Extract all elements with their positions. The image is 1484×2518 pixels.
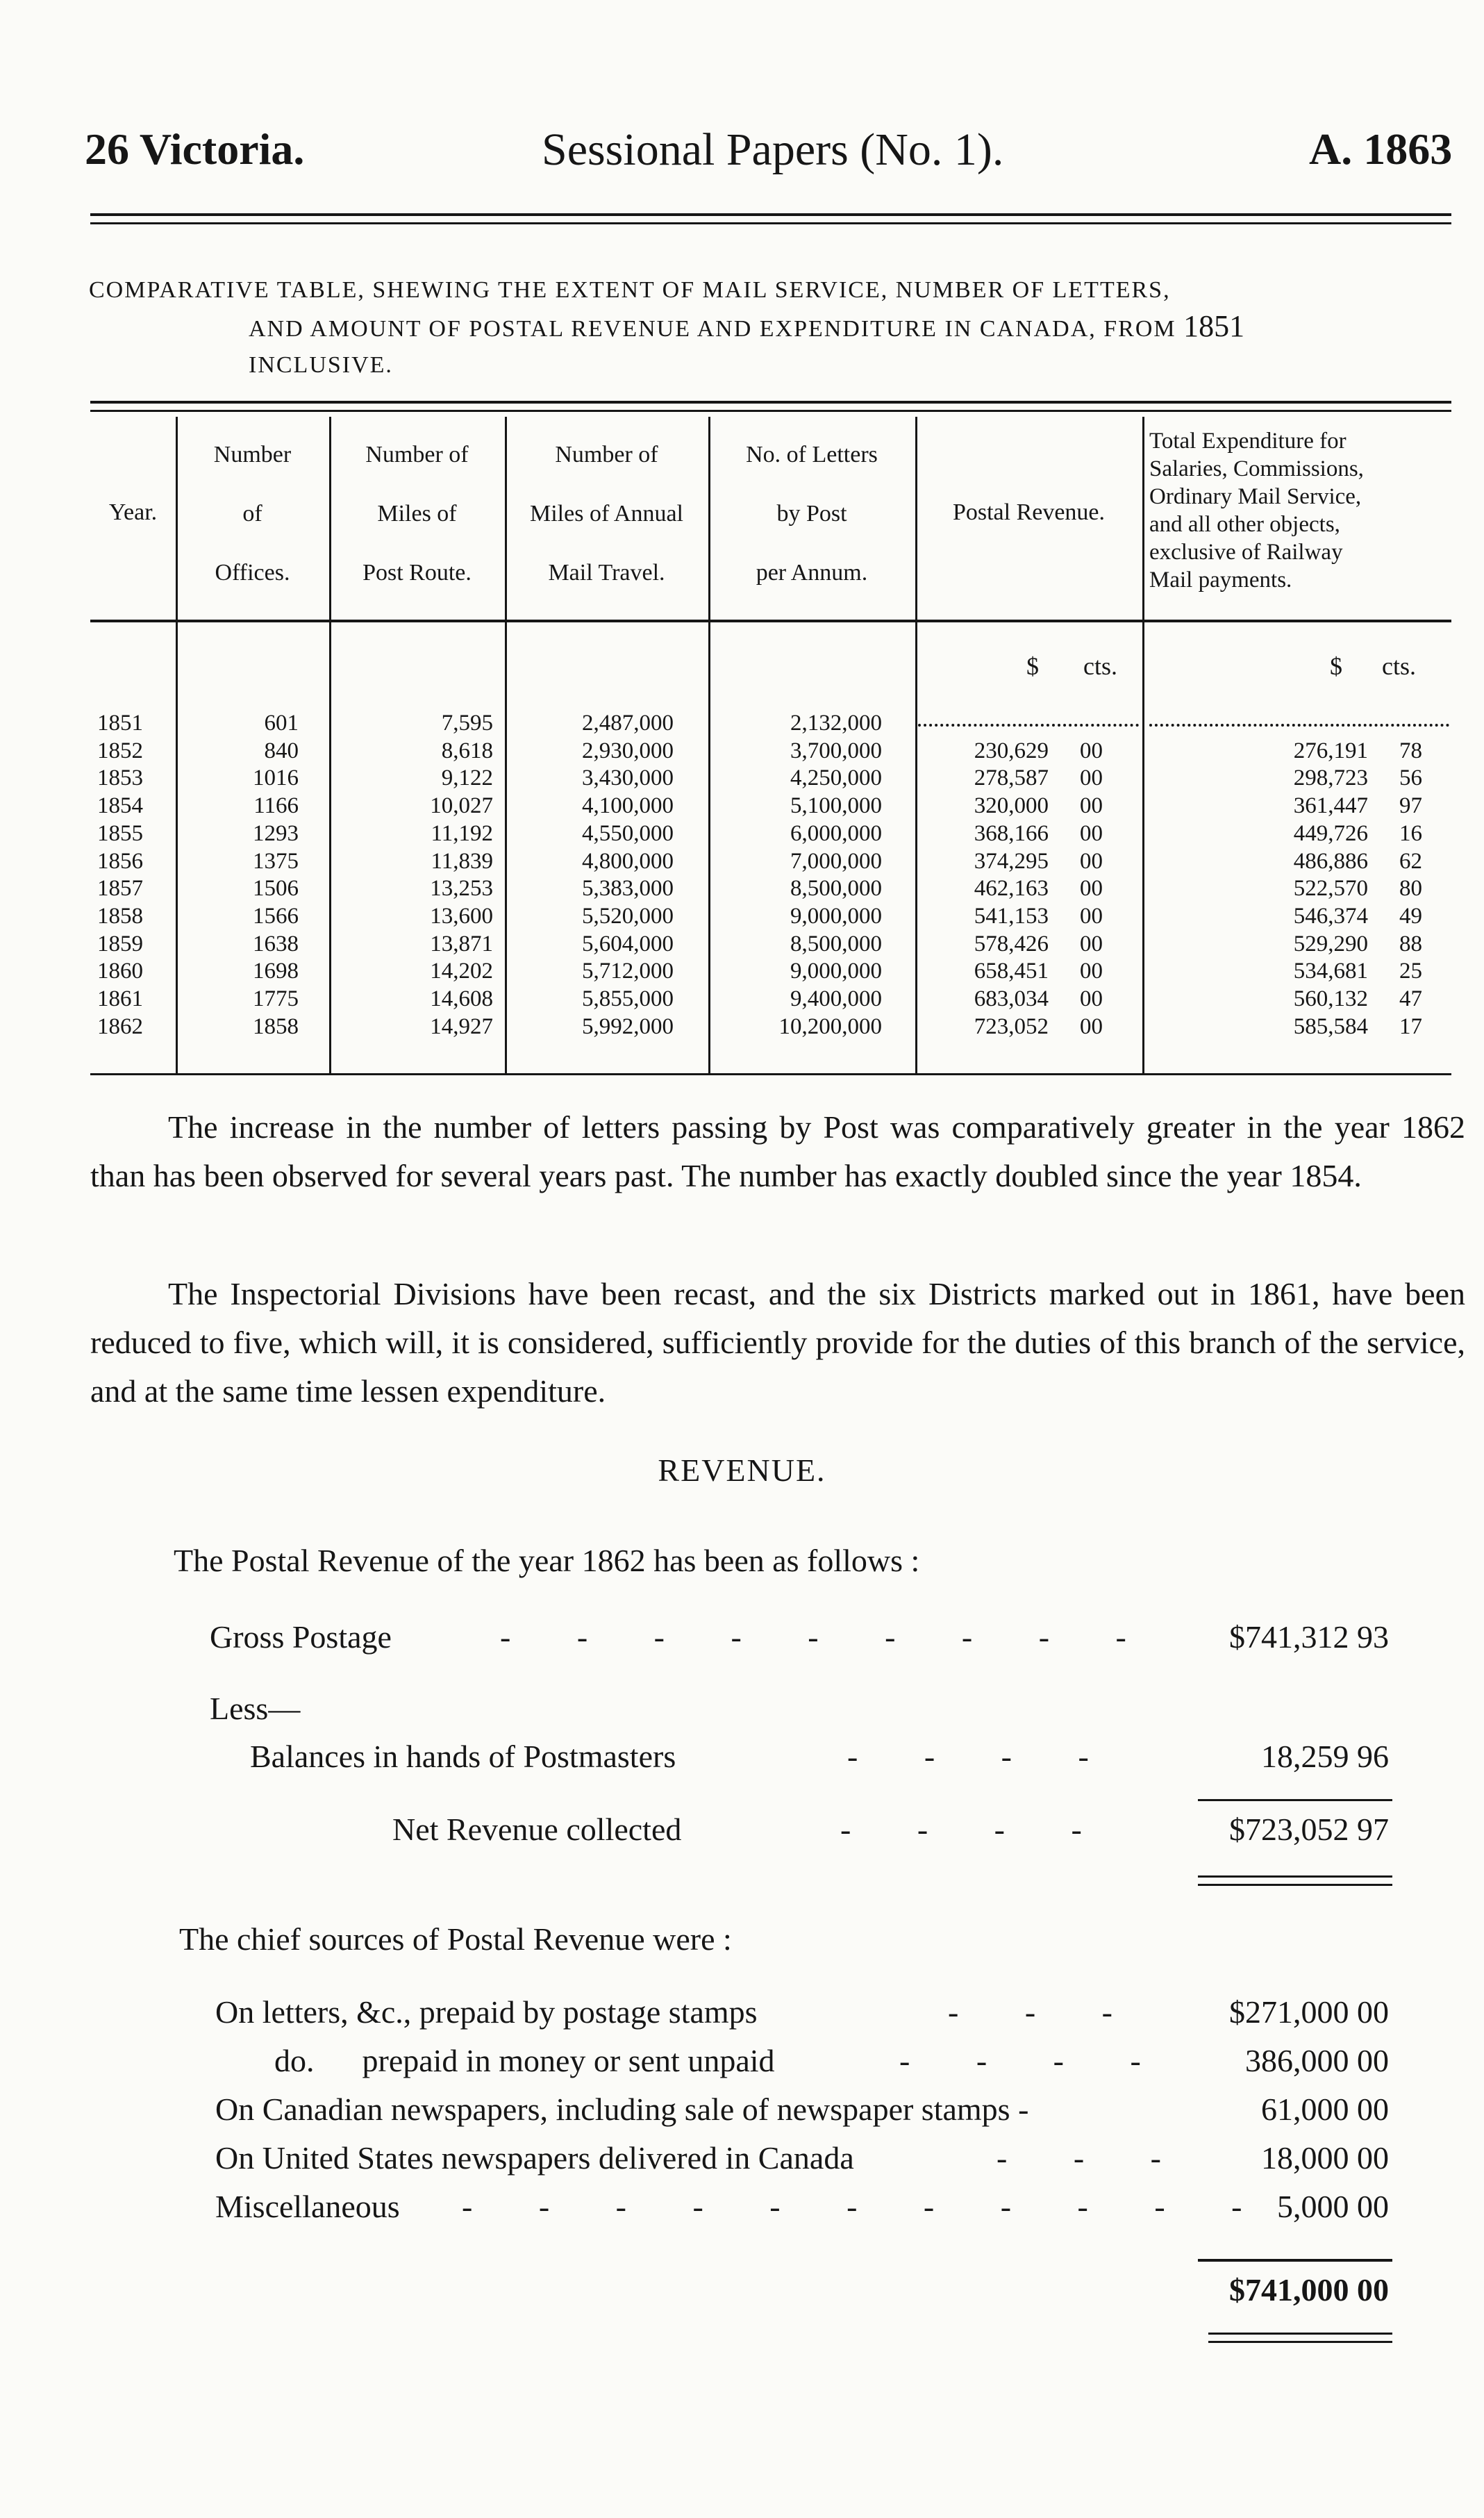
cell-rev_cts: 00 [1080,959,1103,984]
cell-letters: 10,200,000 [778,1013,882,1039]
dot-leader: - - - [997,2140,1190,2176]
cell-exp: 529,290 [1293,931,1368,956]
cell-revenue: 374,295 [974,848,1049,874]
table-header-rule [90,620,1451,622]
cell-letters: 7,000,000 [790,848,882,874]
source-amount: 18,000 00 [1261,2140,1389,2176]
cell-year: 1854 [97,793,143,819]
cell-rev_cts: 00 [1080,793,1103,819]
less-label: Less— [210,1691,301,1726]
cell-exp_cts: 80 [1399,876,1422,902]
cell-travel: 5,520,000 [582,903,674,929]
cell-exp_cts: 49 [1399,903,1422,929]
total-sources-amount: $741,000 00 [1229,2272,1389,2308]
cell-travel: 5,992,000 [582,1013,674,1039]
cell-rev_cts: 00 [1080,738,1103,763]
cell-route: 14,608 [430,986,493,1012]
source-label: On letters, &c., prepaid by postage stamps [215,1994,758,2030]
cell-year: 1857 [97,876,143,902]
cell-revenue: 541,153 [974,903,1049,929]
column-revenue-dollars [931,710,1049,1041]
source-label: Miscellaneous [215,2189,400,2224]
header-miles-travel: Number of Miles of Annual Mail Travel. [530,442,683,586]
cell-revenue [931,710,1049,738]
cell-exp: 522,570 [1293,876,1368,902]
column-expenditure-cents [1399,710,1441,1041]
source-amount: 386,000 00 [1245,2043,1389,2078]
cell-exp: 486,886 [1293,848,1368,874]
header-expenditure: Total Expenditure for Salaries, Commissions, Ordinary Mail Service, and all other objects, exclusive of Railway Mail payments. [1149,429,1364,593]
table-rule-top2 [90,410,1451,412]
cell-route: 13,253 [430,876,493,902]
running-header-left: 26 Victoria. [85,124,305,174]
cell-offices: 1375 [253,848,299,874]
cell-offices: 1293 [253,820,299,846]
cell-route: 11,192 [431,820,493,846]
header-year: Year. [108,499,158,525]
dot-leader: - - - - [847,1739,1118,1774]
dot-leader: - - - - [840,1812,1111,1847]
unit-dollar: $ [1026,652,1039,680]
cell-letters: 8,500,000 [790,931,882,956]
cell-travel: 5,855,000 [582,986,674,1012]
cell-exp_cts: 47 [1399,986,1422,1012]
cell-route: 14,202 [430,959,493,984]
cell-revenue: 723,052 [974,1013,1049,1039]
cell-exp_cts: 88 [1399,931,1422,956]
cell-route: 8,618 [441,738,493,763]
cell-revenue: 368,166 [974,820,1049,846]
cell-route: 9,122 [441,765,493,791]
cell-revenue: 320,000 [974,793,1049,819]
cell-travel: 5,604,000 [582,931,674,956]
source-label: do. prepaid in money or sent unpaid [274,2043,775,2078]
header-miles-route: Number of Miles of Post Route. [362,442,472,586]
cell-rev_cts: 00 [1080,903,1103,929]
cell-exp_cts: 25 [1399,959,1422,984]
revenue-intro: The Postal Revenue of the year 1862 has been as follows : [174,1543,920,1578]
header-offices: Number of Offices. [213,442,292,586]
cell-year: 1860 [97,959,143,984]
cell-route: 11,839 [431,848,493,874]
cell-exp_cts: 56 [1399,765,1422,791]
total-rule [1198,1884,1392,1886]
table-caption [89,272,1408,383]
cell-rev_cts [1080,710,1122,738]
column-year [97,710,170,1041]
cell-exp: 276,191 [1293,738,1368,763]
cell-year: 1862 [97,1013,143,1039]
total-rule [1208,2341,1392,2343]
cell-travel: 5,712,000 [582,959,674,984]
dot-leader: - - - [948,1994,1142,2030]
paragraph-letters-increase: The increase in the number of letters passing by Post was comparatively greater in the year 1862 than has been observed for several years past. The number has exactly doubled since the year 1854. [90,1109,1465,1193]
unit-cents: cts. [1083,652,1117,680]
cell-route: 13,600 [430,903,493,929]
cell-year: 1858 [97,903,143,929]
cell-offices: 1506 [253,876,299,902]
dot-leader: - - - - - - - - - [500,1619,1156,1655]
source-amount: 5,000 00 [1277,2189,1389,2224]
column-miles-route [361,710,493,1041]
cell-revenue: 658,451 [974,959,1049,984]
caption-year: 1851 [1183,309,1245,343]
header-letters: No. of Letters by Post per Annum. [746,442,878,586]
net-revenue-label: Net Revenue collected [392,1812,682,1847]
sum-rule [1198,2259,1392,2262]
cell-year: 1853 [97,765,143,791]
cell-letters: 9,000,000 [790,959,882,984]
caption-line-3: INCLUSIVE. [249,352,393,378]
cell-rev_cts: 00 [1080,986,1103,1012]
cell-travel: 4,100,000 [582,793,674,819]
column-offices [208,710,299,1041]
cell-year: 1851 [97,711,143,736]
cell-offices: 1858 [253,1013,299,1039]
gross-postage-label: Gross Postage [210,1619,392,1655]
cell-letters: 3,700,000 [790,738,882,763]
cell-letters: 4,250,000 [790,765,882,791]
caption-line-2: AND AMOUNT OF POSTAL REVENUE AND EXPENDITURE IN CANADA, FROM [249,316,1176,342]
cell-offices: 601 [264,711,299,736]
cell-offices: 1638 [253,931,299,956]
header-rule-bottom [90,222,1451,224]
cell-exp_cts: 97 [1399,793,1422,819]
total-rule [1208,2333,1392,2335]
cell-exp_cts [1399,710,1441,738]
cell-exp: 546,374 [1293,903,1368,929]
cell-year: 1856 [97,848,143,874]
cell-route: 13,871 [430,931,493,956]
cell-route: 7,595 [441,711,493,736]
cell-rev_cts: 00 [1080,848,1103,874]
cell-exp [1174,710,1368,738]
cell-letters: 9,000,000 [790,903,882,929]
net-revenue-amount: $723,052 97 [1229,1812,1389,1847]
column-revenue-cents [1080,710,1122,1041]
column-letters [715,710,882,1041]
cell-exp: 534,681 [1293,959,1368,984]
cell-rev_cts: 00 [1080,820,1103,846]
cell-rev_cts: 00 [1080,876,1103,902]
cell-offices: 1166 [253,793,299,819]
sum-rule [1198,1799,1392,1801]
source-label: On Canadian newspapers, including sale of newspaper stamps - [215,2092,1029,2127]
gross-postage-amount: $741,312 93 [1229,1619,1389,1655]
source-amount: 61,000 00 [1261,2092,1389,2127]
cell-exp_cts: 17 [1399,1013,1422,1039]
table-rule-top [90,401,1451,404]
cell-letters: 8,500,000 [790,876,882,902]
total-rule [1198,1875,1392,1878]
cell-exp_cts: 16 [1399,820,1422,846]
unit-dollar: $ [1330,652,1342,680]
cell-travel: 4,550,000 [582,820,674,846]
cell-offices: 1698 [253,959,299,984]
running-header-title: Sessional Papers (No. 1). [542,124,1004,175]
sources-intro: The chief sources of Postal Revenue were : [179,1921,732,1957]
paragraph-inspectorial-divisions: The Inspectorial Divisions have been recast, and the six Districts marked out in 1861, have been reduced to five, which will, it is considered, sufficiently provide for the duties of this branch of the service, and at the same time lessen expenditure. [90,1276,1465,1409]
cell-exp_cts: 78 [1399,738,1422,763]
balances-amount: 18,259 96 [1261,1739,1389,1774]
cell-revenue: 462,163 [974,876,1049,902]
cell-offices: 1566 [253,903,299,929]
cell-offices: 840 [264,738,299,763]
cell-year: 1861 [97,986,143,1012]
cell-exp: 361,447 [1293,793,1368,819]
cell-year: 1852 [97,738,143,763]
column-miles-travel [514,710,674,1041]
cell-rev_cts: 00 [1080,931,1103,956]
cell-letters: 9,400,000 [790,986,882,1012]
caption-line-1: COMPARATIVE TABLE, SHEWING THE EXTENT OF MAIL SERVICE, NUMBER OF LETTERS, [89,277,1171,303]
cell-revenue: 230,629 [974,738,1049,763]
cell-year: 1859 [97,931,143,956]
cell-travel: 3,430,000 [582,765,674,791]
column-expenditure-dollars [1174,710,1368,1041]
cell-exp: 585,584 [1293,1013,1368,1039]
cell-revenue: 683,034 [974,986,1049,1012]
balances-label: Balances in hands of Postmasters [250,1739,676,1774]
cell-letters: 6,000,000 [790,820,882,846]
cell-exp_cts: 62 [1399,848,1422,874]
table-rule-bottom [90,1073,1451,1075]
header-revenue: Postal Revenue. [952,499,1106,525]
cell-rev_cts: 00 [1080,765,1103,791]
col-divider [1142,417,1144,1075]
cell-letters: 2,132,000 [790,711,882,736]
cell-route: 14,927 [430,1013,493,1039]
cell-letters: 5,100,000 [790,793,882,819]
cell-offices: 1775 [253,986,299,1012]
dot-leader: - - - - [899,2043,1170,2078]
cell-rev_cts: 00 [1080,1013,1103,1039]
cell-travel: 5,383,000 [582,876,674,902]
source-label: On United States newspapers delivered in Canada [215,2140,854,2176]
cell-year: 1855 [97,820,143,846]
cell-exp: 449,726 [1293,820,1368,846]
unit-cents: cts. [1382,652,1416,680]
cell-travel: 2,930,000 [582,738,674,763]
cell-exp: 298,723 [1293,765,1368,791]
dot-leader: - - - - - - - - - - - [462,2189,1272,2224]
running-header-right: A. 1863 [1309,124,1453,174]
cell-travel: 2,487,000 [582,711,674,736]
revenue-heading: REVENUE. [658,1452,826,1488]
source-amount: $271,000 00 [1229,1994,1389,2030]
cell-revenue: 278,587 [974,765,1049,791]
cell-exp: 560,132 [1293,986,1368,1012]
cell-route: 10,027 [430,793,493,819]
cell-offices: 1016 [253,765,299,791]
cell-revenue: 578,426 [974,931,1049,956]
cell-travel: 4,800,000 [582,848,674,874]
header-rule-top [90,213,1451,216]
